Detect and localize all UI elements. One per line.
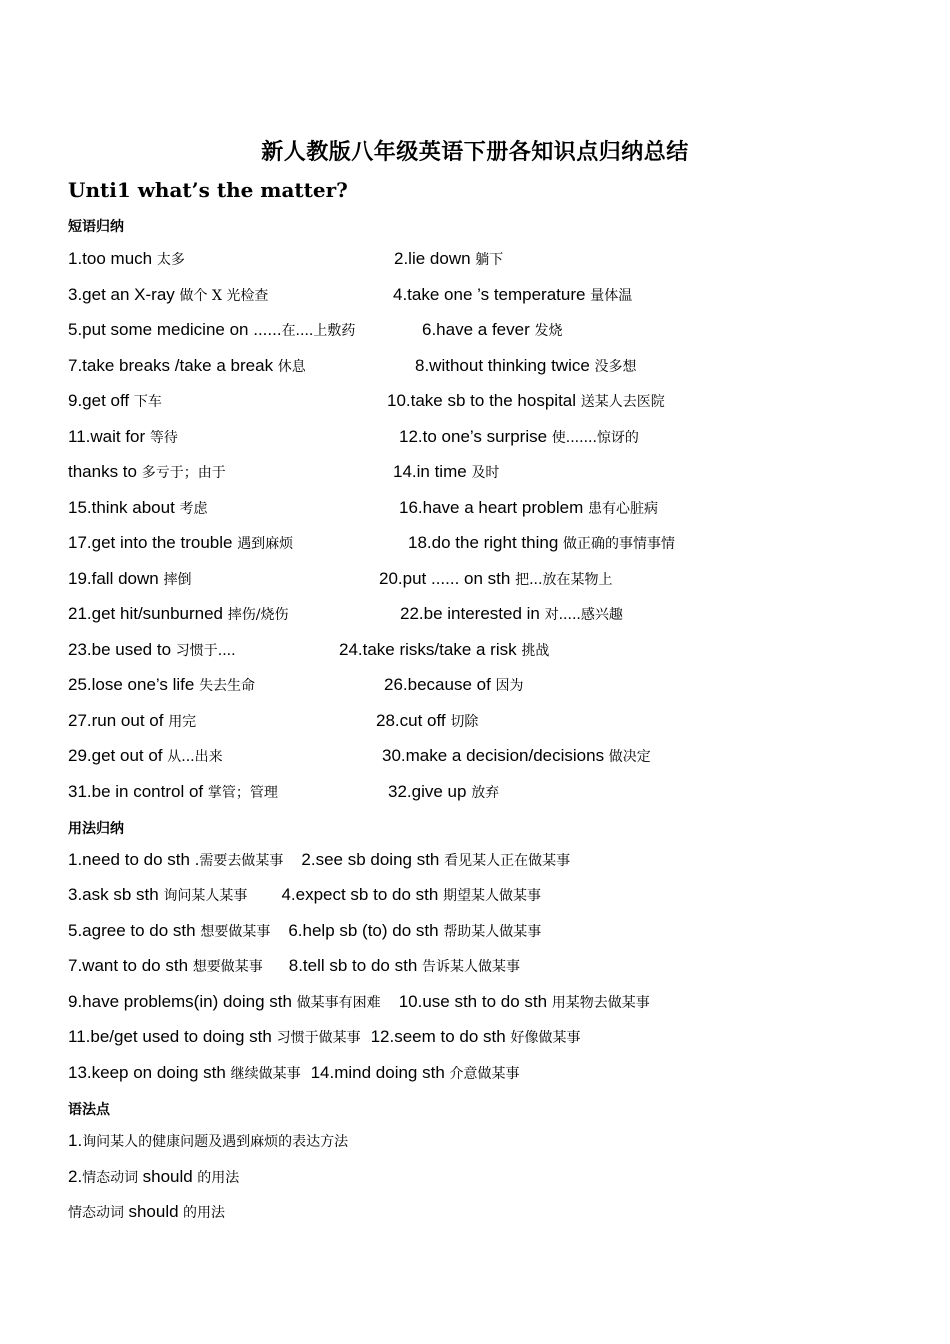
phrase-item: 26.because of 因为 <box>384 675 524 694</box>
phrase-row <box>68 601 888 627</box>
phrase-row <box>68 672 888 698</box>
phrase-item: 7.take breaks /take a break 休息 <box>68 356 306 375</box>
usage-section-label: 用法归纳 <box>68 821 124 837</box>
phrase-item: 25.lose one’s life 失去生命 <box>68 675 256 694</box>
usage-row: 7.want to do sth 想要做某事 8.tell sb to do sth 告诉某人做某事 <box>68 956 520 975</box>
phrase-row <box>68 779 888 805</box>
phrase-item: 19.fall down 摔倒 <box>68 569 192 588</box>
usage-row: 1.need to do sth .需要去做某事 2.see sb doing sth 看见某人正在做某事 <box>68 850 571 869</box>
phrase-item: 16.have a heart problem 患有心脏病 <box>399 498 659 517</box>
grammar-item: 1.询问某人的健康问题及遇到麻烦的表达方法 <box>68 1131 349 1150</box>
phrase-item: 29.get out of 从...出来 <box>68 746 223 765</box>
phrase-item: 6.have a fever 发烧 <box>422 320 563 339</box>
phrase-item: 12.to one’s surprise 使.......惊讶的 <box>399 427 639 446</box>
phrase-row <box>68 637 888 663</box>
grammar-item: 2.情态动词 should 的用法 <box>68 1167 240 1186</box>
phrase-item: 14.in time 及时 <box>393 462 500 481</box>
phrases-section-label: 短语归纳 <box>68 219 124 235</box>
phrase-item: 3.get an X-ray 做个 X 光检查 <box>68 285 269 304</box>
phrase-row <box>68 530 888 556</box>
phrase-item: 31.be in control of 掌管；管理 <box>68 782 278 801</box>
phrase-row <box>68 708 888 734</box>
phrase-item: 11.wait for 等待 <box>68 427 178 446</box>
phrase-item: 32.give up 放弃 <box>388 782 500 801</box>
phrase-row <box>68 317 888 343</box>
phrase-item: 22.be interested in 对.....感兴趣 <box>400 604 623 623</box>
phrase-item: 15.think about 考虑 <box>68 498 208 517</box>
phrase-item: 20.put ...... on sth 把...放在某物上 <box>379 569 613 588</box>
phrase-item: 18.do the right thing 做正确的事情事情 <box>408 533 676 552</box>
grammar-subheading: 情态动词 should 的用法 <box>68 1202 226 1221</box>
phrase-item: 10.take sb to the hospital 送某人去医院 <box>387 391 665 410</box>
grammar-section-label: 语法点 <box>68 1102 110 1118</box>
phrase-row <box>68 353 888 379</box>
phrase-row <box>68 246 888 272</box>
phrase-row <box>68 743 888 769</box>
usage-row: 3.ask sb sth 询问某人某事 4.expect sb to do sth 期望某人做某事 <box>68 885 542 904</box>
phrase-item: 5.put some medicine on ......在....上敷药 <box>68 320 356 339</box>
phrase-item: 8.without thinking twice 没多想 <box>415 356 637 375</box>
phrase-row <box>68 388 888 414</box>
phrase-item: 2.lie down 躺下 <box>394 249 504 268</box>
phrase-item: 23.be used to 习惯于.... <box>68 640 236 659</box>
phrase-row <box>68 424 888 450</box>
usage-row: 11.be/get used to doing sth 习惯于做某事 12.seem to do sth 好像做某事 <box>68 1027 581 1046</box>
phrase-row <box>68 282 888 308</box>
phrase-item: 24.take risks/take a risk 挑战 <box>339 640 550 659</box>
phrase-item: 27.run out of 用完 <box>68 711 197 730</box>
usage-row: 9.have problems(in) doing sth 做某事有困难 10.use sth to do sth 用某物去做某事 <box>68 992 650 1011</box>
phrase-item: 21.get hit/sunburned 摔伤/烧伤 <box>68 604 289 623</box>
phrase-item: 9.get off 下车 <box>68 391 162 410</box>
document-title: 新人教版八年级英语下册各知识点归纳总结 <box>261 139 689 165</box>
phrase-item: 28.cut off 切除 <box>376 711 479 730</box>
phrase-item: 30.make a decision/decisions 做决定 <box>382 746 651 765</box>
usage-row: 5.agree to do sth 想要做某事 6.help sb (to) do sth 帮助某人做某事 <box>68 921 542 940</box>
unit-heading: Unti1 what’s the matter? <box>68 178 348 202</box>
phrase-item: 4.take one ’s temperature 量体温 <box>393 285 633 304</box>
usage-row: 13.keep on doing sth 继续做某事 14.mind doing sth 介意做某事 <box>68 1063 520 1082</box>
phrase-row <box>68 495 888 521</box>
phrase-item: 17.get into the trouble 遇到麻烦 <box>68 533 294 552</box>
phrase-row <box>68 459 888 485</box>
phrase-row <box>68 566 888 592</box>
phrase-item: 1.too much 太多 <box>68 249 185 268</box>
phrase-item: thanks to 多亏于；由于 <box>68 462 226 481</box>
